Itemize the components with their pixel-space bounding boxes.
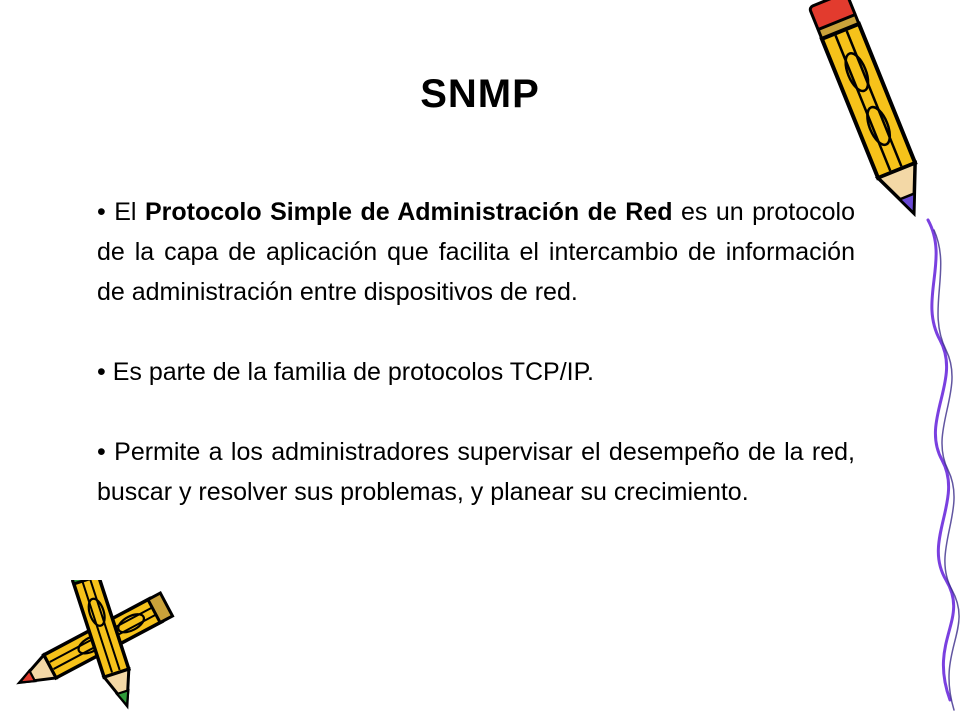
- bullet-item: [97, 192, 855, 312]
- bullet-bold-term: Protocolo Simple de Administración de Red: [144, 198, 673, 226]
- bullet-marker: •: [97, 198, 106, 226]
- bullet-prefix: El: [114, 198, 145, 226]
- bullet-text: Permite a los administradores supervisar el desempeño de la red, buscar y resolver sus problemas, y planear su crecimiento.: [97, 438, 856, 506]
- bullet-marker: •: [97, 438, 106, 466]
- bullet-text: Es parte de la familia de protocolos TCP/IP.: [112, 358, 594, 386]
- slide-body: [97, 192, 855, 512]
- bullet-suffix: es un protocolo de la capa de aplicación que facilita el intercambio de información de administración entre dispositivos de red.: [97, 198, 855, 306]
- pencils-icon: [0, 580, 200, 720]
- slide-title: SNMP: [420, 72, 540, 116]
- bullet-marker: •: [97, 358, 106, 386]
- bullet-item: [97, 352, 855, 392]
- pencil-icon: [800, 0, 960, 720]
- bullet-item: [97, 432, 855, 512]
